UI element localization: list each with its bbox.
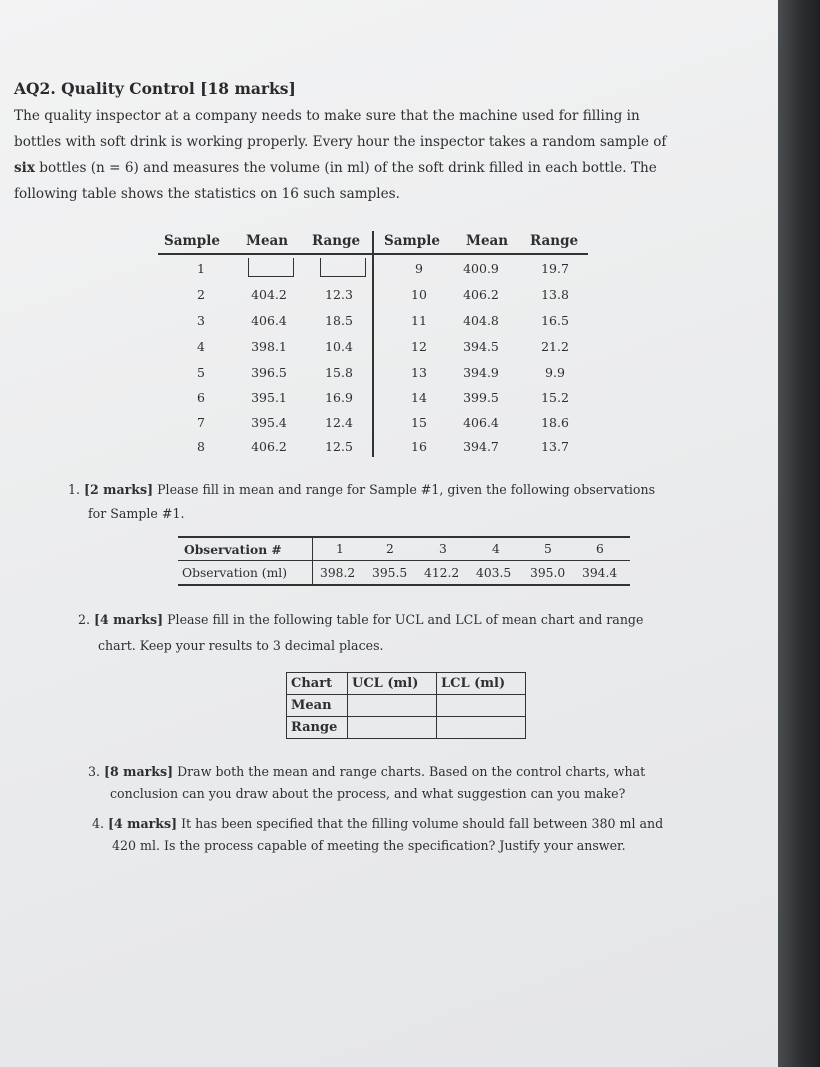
cell-sample: 3	[197, 313, 205, 328]
question-4-continued: 420 ml. Is the process capable of meeting the specification? Justify your answer.	[112, 838, 626, 853]
page-edge-shadow	[778, 0, 820, 1067]
cell-range: 18.6	[541, 415, 569, 430]
question-text: Please fill in the following table for UCL and LCL of mean chart and range	[163, 612, 644, 627]
lcl-mean-cell[interactable]	[437, 695, 526, 717]
table-rule	[178, 560, 630, 561]
cell-sample: 12	[411, 339, 427, 354]
control-limits-table	[286, 672, 526, 739]
ucl-range-cell[interactable]	[348, 717, 437, 739]
header-sample: Sample	[164, 233, 220, 249]
cell-mean: 404.2	[251, 287, 287, 302]
cell-range: 12.3	[325, 287, 353, 302]
blank-range-box	[320, 258, 366, 277]
observation-number: 3	[439, 542, 447, 556]
question-number: 4.	[92, 816, 105, 831]
observation-number-label: Observation #	[184, 542, 282, 557]
table-row	[158, 411, 588, 436]
cell-mean: 406.4	[463, 415, 499, 430]
statistics-table	[158, 231, 588, 454]
question-text: It has been specified that the filling volume should fall between 380 ml and	[177, 816, 664, 831]
cell-sample: 4	[197, 339, 205, 354]
intro-line-rest: bottles (n = 6) and measures the volume (in ml) of the soft drink filled in each bottle. The	[34, 160, 657, 176]
table-row	[287, 673, 526, 695]
cell-range: 18.5	[325, 313, 353, 328]
table-row	[158, 309, 588, 334]
intro-paragraph	[14, 103, 734, 207]
header-range: Range	[312, 233, 361, 249]
cell-sample: 10	[411, 287, 427, 302]
observation-value: 403.5	[476, 566, 512, 580]
question-number: 3.	[88, 764, 101, 779]
observation-number: 4	[492, 542, 500, 556]
cell-range: 13.7	[541, 439, 569, 454]
intro-bold-word: six	[14, 160, 35, 176]
cell-mean: 400.9	[463, 261, 499, 276]
cell-mean: 394.9	[463, 365, 499, 380]
cell-sample: 11	[411, 313, 427, 328]
header-range: Range	[530, 233, 579, 249]
intro-line: following table shows the statistics on 16 such samples.	[14, 186, 400, 202]
header-mean: Mean	[246, 233, 289, 249]
cell-range: 16.5	[541, 313, 569, 328]
table-row	[158, 435, 588, 460]
table-row	[158, 257, 588, 282]
observation-value: 394.4	[582, 566, 618, 580]
intro-line: bottles with soft drink is working properly. Every hour the inspector takes a random sample of	[14, 134, 667, 150]
cell-mean: 406.2	[251, 439, 287, 454]
cell-sample: 7	[197, 415, 205, 430]
cell-sample: 15	[411, 415, 427, 430]
cell-mean: 396.5	[251, 365, 287, 380]
cell-mean: 404.8	[463, 313, 499, 328]
cell-sample: 6	[197, 390, 205, 405]
cell-sample: 1	[197, 261, 205, 276]
table-rule	[178, 584, 630, 586]
cell-range: 12.4	[325, 415, 353, 430]
row-label-mean: Mean	[287, 695, 348, 717]
intro-line	[14, 155, 734, 181]
cell-mean: 399.5	[463, 390, 499, 405]
header-lcl: LCL (ml)	[437, 673, 526, 695]
table-row	[158, 283, 588, 308]
cell-range: 19.7	[541, 261, 569, 276]
cell-range: 12.5	[325, 439, 353, 454]
question-text: Draw both the mean and range charts. Based on the control charts, what	[173, 764, 646, 779]
cell-mean: 406.4	[251, 313, 287, 328]
cell-range: 13.8	[541, 287, 569, 302]
table-row	[287, 695, 526, 717]
header-mean: Mean	[466, 233, 509, 249]
question-3-continued: conclusion can you draw about the process, and what suggestion can you make?	[110, 786, 626, 801]
cell-sample: 13	[411, 365, 427, 380]
question-marks: [8 marks]	[104, 764, 174, 779]
cell-range: 15.2	[541, 390, 569, 405]
cell-sample: 14	[411, 390, 427, 405]
question-marks: [4 marks]	[94, 612, 164, 627]
cell-mean: 395.4	[251, 415, 287, 430]
cell-sample: 16	[411, 439, 427, 454]
cell-mean: 395.1	[251, 390, 287, 405]
cell-range: 10.4	[325, 339, 353, 354]
table-rule	[178, 536, 630, 538]
cell-sample: 8	[197, 439, 205, 454]
cell-sample: 5	[197, 365, 205, 380]
question-marks: [2 marks]	[84, 482, 154, 497]
cell-range: 9.9	[545, 365, 565, 380]
question-1-continued: for Sample #1.	[88, 506, 185, 521]
question-title: AQ2. Quality Control [18 marks]	[14, 79, 296, 98]
intro-line: The quality inspector at a company needs to make sure that the machine used for filling in	[14, 108, 640, 124]
question-text: Please fill in mean and range for Sample #1, given the following observations	[153, 482, 656, 497]
row-label-range: Range	[287, 717, 348, 739]
lcl-range-cell[interactable]	[437, 717, 526, 739]
cell-range: 16.9	[325, 390, 353, 405]
observation-number: 6	[596, 542, 604, 556]
cell-mean: 398.1	[251, 339, 287, 354]
blank-mean-box	[248, 258, 294, 277]
question-marks: [4 marks]	[108, 816, 178, 831]
observation-value: 398.2	[320, 566, 356, 580]
observation-value: 412.2	[424, 566, 460, 580]
question-3	[88, 764, 645, 779]
cell-mean: 394.5	[463, 339, 499, 354]
cell-sample: 9	[415, 261, 423, 276]
cell-range: 15.8	[325, 365, 353, 380]
cell-range: 21.2	[541, 339, 569, 354]
question-4	[92, 816, 663, 831]
cell-mean: 406.2	[463, 287, 499, 302]
observation-number: 5	[544, 542, 552, 556]
question-number: 2.	[78, 612, 91, 627]
observation-value: 395.5	[372, 566, 408, 580]
observation-number: 1	[336, 542, 344, 556]
cell-mean: 394.7	[463, 439, 499, 454]
cell-sample: 2	[197, 287, 205, 302]
header-sample: Sample	[384, 233, 440, 249]
ucl-mean-cell[interactable]	[348, 695, 437, 717]
table-row	[158, 361, 588, 386]
header-ucl: UCL (ml)	[348, 673, 437, 695]
observation-number: 2	[386, 542, 394, 556]
question-1	[68, 482, 655, 497]
observation-value-label: Observation (ml)	[182, 566, 287, 580]
table-row	[287, 717, 526, 739]
question-2-continued: chart. Keep your results to 3 decimal places.	[98, 638, 384, 653]
observation-value: 395.0	[530, 566, 566, 580]
table-row	[158, 335, 588, 360]
question-number: 1.	[68, 482, 81, 497]
question-2	[78, 612, 643, 627]
table-divider	[312, 538, 313, 584]
table-row	[158, 386, 588, 411]
header-chart: Chart	[287, 673, 348, 695]
